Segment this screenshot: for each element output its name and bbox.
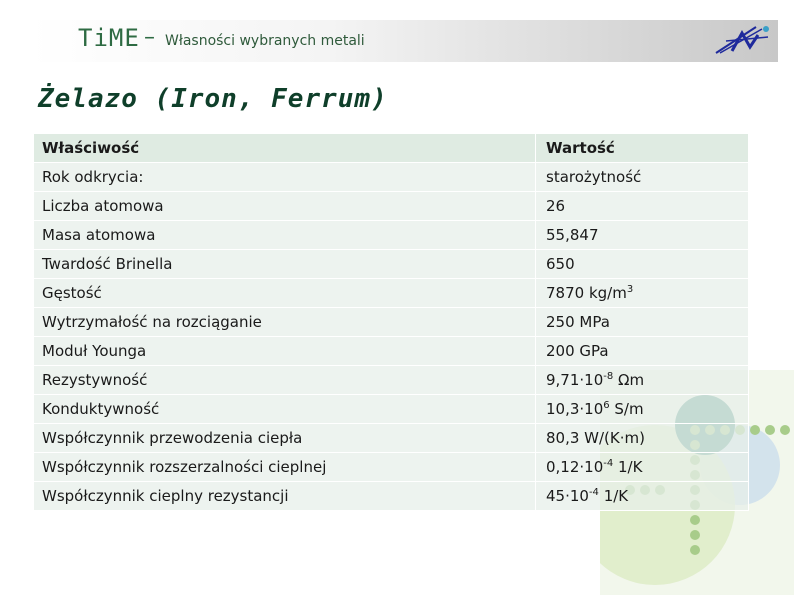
- table-row: [34, 337, 749, 366]
- property-cell: Moduł Younga: [34, 337, 536, 366]
- header-bar: [30, 20, 778, 62]
- property-cell: Liczba atomowa: [34, 192, 536, 221]
- value-cell: 80,3 W/(K·m): [536, 424, 749, 453]
- property-cell: Wytrzymałość na rozciąganie: [34, 308, 536, 337]
- property-cell: Rok odkrycia:: [34, 163, 536, 192]
- header-subtitle: Własności wybranych metali: [165, 33, 365, 49]
- table-row: [34, 279, 749, 308]
- table-row: [34, 366, 749, 395]
- value-cell: 250 MPa: [536, 308, 749, 337]
- property-cell: Współczynnik przewodzenia ciepła: [34, 424, 536, 453]
- table-header-row: [34, 134, 749, 163]
- header-value: Wartość: [536, 134, 749, 163]
- table-row: [34, 308, 749, 337]
- value-cell: 26: [536, 192, 749, 221]
- title-dash: –: [144, 25, 155, 50]
- table-row: [34, 163, 749, 192]
- table-row: [34, 453, 749, 482]
- value-cell: $0,12\cdot 10^{-4}$ 1/K: [536, 453, 749, 482]
- property-cell: Współczynnik rozszerzalności cieplnej: [34, 453, 536, 482]
- property-cell: Twardość Brinella: [34, 250, 536, 279]
- value-cell: 55,847: [536, 221, 749, 250]
- value-cell: $10,3\cdot 10^6$ S/m: [536, 395, 749, 424]
- header-property: Właściwość: [34, 134, 536, 163]
- table-row: [34, 221, 749, 250]
- value-cell: 200 GPa: [536, 337, 749, 366]
- table-row: [34, 424, 749, 453]
- property-cell: Gęstość: [34, 279, 536, 308]
- property-cell: Masa atomowa: [34, 221, 536, 250]
- app-title: TiME: [78, 24, 140, 52]
- table-row: [34, 395, 749, 424]
- properties-table: [33, 133, 749, 511]
- value-cell: 650: [536, 250, 749, 279]
- table-row: [34, 192, 749, 221]
- value-cell: 7870 $kg/m^3$: [536, 279, 749, 308]
- value-cell: $45\cdot 10^{-4}$ 1/K: [536, 482, 749, 511]
- value-cell: $9,71\cdot 10^{-8}$ Ωm: [536, 366, 749, 395]
- value-cell: starożytność: [536, 163, 749, 192]
- logo-icon: [712, 23, 774, 57]
- table-row: [34, 250, 749, 279]
- page-title: Żelazo (Iron, Ferrum): [38, 84, 388, 114]
- property-cell: Rezystywność: [34, 366, 536, 395]
- property-cell: Konduktywność: [34, 395, 536, 424]
- property-cell: Współczynnik cieplny rezystancji: [34, 482, 536, 511]
- table-row: [34, 482, 749, 511]
